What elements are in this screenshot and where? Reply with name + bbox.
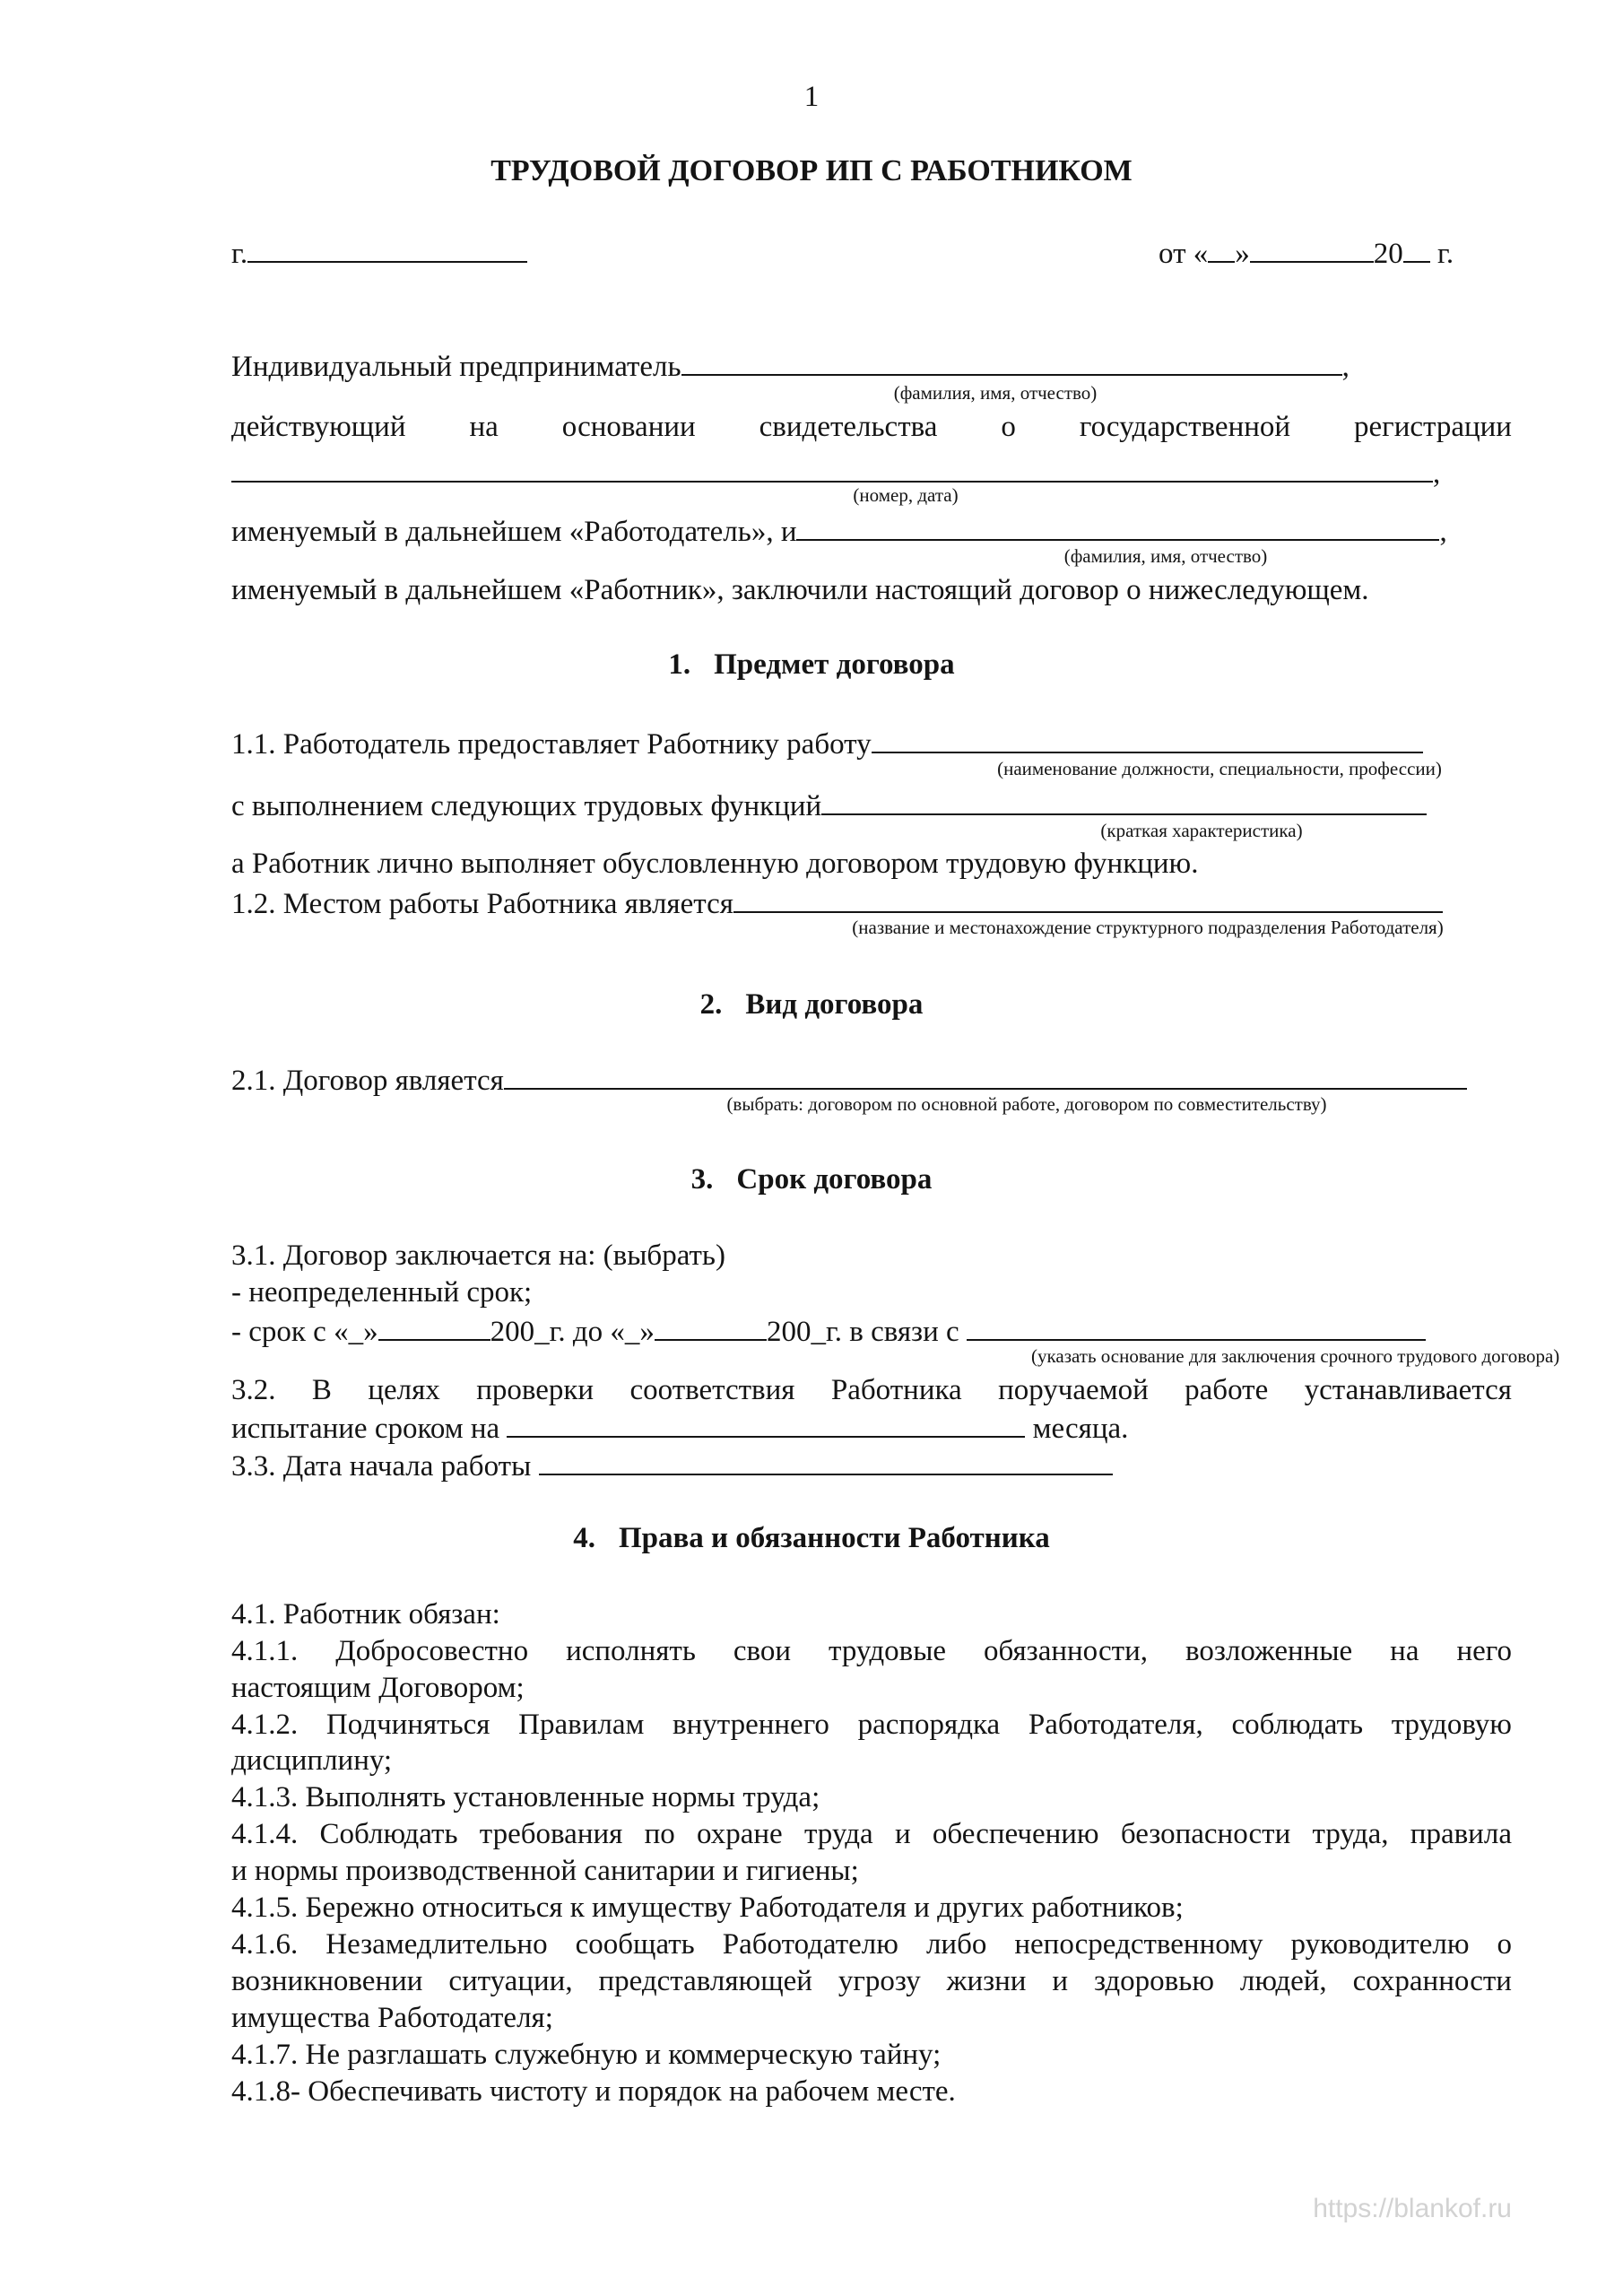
p3-2-line	[231, 1372, 1512, 1408]
word: распорядка	[857, 1709, 1001, 1741]
workplace-blank[interactable]	[733, 883, 1443, 913]
word: на	[469, 411, 499, 443]
word: обязанности,	[984, 1635, 1148, 1667]
word: по	[644, 1818, 675, 1850]
employer-line: именуемый в дальнейшем «Работодатель», и ,	[231, 511, 1447, 550]
reg-line: ,	[231, 453, 1440, 491]
functions-blank[interactable]	[821, 786, 1427, 815]
word: труда,	[1312, 1818, 1389, 1850]
word: ситуации,	[448, 1965, 573, 1997]
section-1-heading: 1. Предмет договора	[668, 648, 955, 681]
word: представляющей	[598, 1965, 812, 1997]
word: требования	[479, 1818, 623, 1850]
word: действующий	[231, 411, 406, 443]
p4-1-4-line	[231, 1816, 1512, 1852]
term-reason-hint: (указать основание для заключения срочного трудового договора)	[1031, 1345, 1560, 1367]
p4-1-6-line-2	[231, 1963, 1512, 1999]
word: возложенные	[1185, 1635, 1353, 1667]
word: 4.1.4.	[231, 1818, 299, 1850]
word: руководителю	[1290, 1928, 1470, 1961]
watermark-link[interactable]: https://blankof.ru	[1313, 2194, 1512, 2223]
word: соответствия	[629, 1374, 795, 1406]
word: Работодателю	[722, 1928, 898, 1961]
p4-1-2-line	[231, 1707, 1512, 1743]
city-line: г.	[231, 233, 527, 272]
ip-line: Индивидуальный предприниматель ,	[231, 346, 1350, 385]
section-4-heading: 4. Права и обязанности Работника	[573, 1522, 1050, 1554]
reg-hint: (номер, дата)	[853, 484, 959, 506]
word: трудовую	[1391, 1709, 1512, 1741]
word: государственной	[1079, 411, 1291, 443]
word: основании	[561, 411, 696, 443]
ip-hint: (фамилия, имя, отчество)	[893, 382, 1098, 404]
acting-line	[231, 409, 1512, 445]
p4-1-6-line-1	[231, 1926, 1512, 1962]
word: правила	[1410, 1818, 1512, 1850]
probation-blank[interactable]	[507, 1408, 1025, 1438]
p4-1-7-line: 4.1.7. Не разглашать служебную и коммерческую тайну;	[231, 2039, 942, 2071]
p3-1-line: 3.1. Договор заключается на: (выбрать)	[231, 1239, 725, 1272]
word: непосредственному	[1014, 1928, 1263, 1961]
page-number: 1	[803, 81, 820, 113]
word: Подчиняться	[325, 1709, 490, 1741]
word: устанавливается	[1304, 1374, 1512, 1406]
personally-line: а Работник лично выполняет обусловленную договором трудовую функцию.	[231, 848, 1199, 880]
workplace-hint: (название и местонахождение структурного подразделения Работодателя)	[852, 917, 1444, 938]
position-blank[interactable]	[872, 724, 1423, 753]
word: угрозу	[838, 1965, 921, 1997]
word: сохранности	[1352, 1965, 1512, 1997]
word: и	[1052, 1965, 1069, 1997]
word: людей,	[1239, 1965, 1327, 1997]
term-line: - срок с «_» 200_г. до «_» 200_г. в связи с	[231, 1311, 1426, 1350]
word: него	[1456, 1635, 1512, 1667]
end-month-blank[interactable]	[655, 1311, 767, 1341]
word: проверки	[476, 1374, 595, 1406]
month-blank[interactable]	[1250, 233, 1374, 263]
word: о	[1001, 411, 1016, 443]
contract-kind-blank[interactable]	[504, 1060, 1467, 1090]
word: обеспечению	[932, 1818, 1099, 1850]
word: о	[1497, 1928, 1512, 1961]
word: свои	[733, 1635, 792, 1667]
contract-kind-hint: (выбрать: договором по основной работе, договором по совместительству)	[726, 1093, 1327, 1115]
word: 4.1.1.	[231, 1635, 299, 1667]
word: безопасности	[1120, 1818, 1291, 1850]
p4-1-line: 4.1. Работник обязан:	[231, 1598, 500, 1631]
functions-line: с выполнением следующих трудовых функций	[231, 786, 1427, 824]
p4-1-2-end: дисциплину;	[231, 1744, 393, 1777]
word: свидетельства	[759, 411, 938, 443]
probation-line: испытание сроком на месяца.	[231, 1408, 1128, 1447]
employee-name-blank[interactable]	[796, 511, 1439, 541]
year-blank[interactable]	[1403, 233, 1430, 263]
word: поручаемой	[998, 1374, 1149, 1406]
word: В	[311, 1374, 332, 1406]
document-title: ТРУДОВОЙ ДОГОВОР ИП С РАБОТНИКОМ	[490, 154, 1133, 187]
word: внутреннего	[673, 1709, 829, 1741]
p4-1-5-line: 4.1.5. Бережно относиться к имуществу Работодателя и других работников;	[231, 1892, 1184, 1924]
word: Работника	[830, 1374, 962, 1406]
p4-1-6-end: имущества Работодателя;	[231, 2002, 553, 2034]
word: охране	[697, 1818, 783, 1850]
p2-1-line: 2.1. Договор является	[231, 1060, 1467, 1099]
section-3-heading: 3. Срок договора	[690, 1163, 933, 1196]
p1-1-line: 1.1. Работодатель предоставляет Работнику работу	[231, 724, 1423, 762]
section-2-heading: 2. Вид договора	[699, 988, 924, 1021]
start-date-blank[interactable]	[539, 1446, 1113, 1475]
p3-3-line: 3.3. Дата начала работы	[231, 1446, 1113, 1484]
p1-2-line: 1.2. Местом работы Работника является	[231, 883, 1443, 922]
p4-1-1-line	[231, 1633, 1512, 1669]
word: здоровью	[1093, 1965, 1214, 1997]
p4-1-8-line: 4.1.8- Обеспечивать чистоту и порядок на рабочем месте.	[231, 2075, 956, 2108]
word: 3.2.	[231, 1374, 276, 1406]
concluded-line: именуемый в дальнейшем «Работник», заключили настоящий договор о нижеследующем.	[231, 574, 1369, 606]
word: целях	[368, 1374, 440, 1406]
day-blank[interactable]	[1208, 233, 1235, 263]
functions-hint: (краткая характеристика)	[1100, 820, 1303, 841]
word: и	[894, 1818, 911, 1850]
word: Добросовестно	[335, 1635, 529, 1667]
word: Правилам	[518, 1709, 645, 1741]
p4-1-1-end: настоящим Договором;	[231, 1672, 525, 1704]
word: возникновении	[231, 1965, 423, 1997]
employee-hint: (фамилия, имя, отчество)	[1063, 545, 1268, 567]
position-hint: (наименование должности, специальности, профессии)	[997, 758, 1442, 779]
city-blank[interactable]	[247, 233, 527, 263]
indefinite-option: - неопределенный срок;	[231, 1276, 533, 1309]
start-month-blank[interactable]	[378, 1311, 490, 1341]
word: 4.1.2.	[231, 1709, 299, 1741]
word: Соблюдать	[319, 1818, 458, 1850]
word: жизни	[946, 1965, 1027, 1997]
word: на	[1390, 1635, 1419, 1667]
word: сообщать	[575, 1928, 695, 1961]
word: Работодателя,	[1028, 1709, 1203, 1741]
p4-1-3-line: 4.1.3. Выполнять установленные нормы труда;	[231, 1781, 820, 1813]
word: либо	[925, 1928, 987, 1961]
ip-name-blank[interactable]	[681, 346, 1342, 376]
word: исполнять	[566, 1635, 696, 1667]
date-line: от « » 20 г.	[1159, 233, 1454, 272]
term-reason-blank[interactable]	[967, 1311, 1426, 1341]
word: работе	[1185, 1374, 1269, 1406]
word: трудовые	[829, 1635, 947, 1667]
word: 4.1.6.	[231, 1928, 299, 1961]
p4-1-4-end: и нормы производственной санитарии и гигиены;	[231, 1855, 859, 1887]
registration-blank[interactable]	[231, 453, 1433, 483]
word: Незамедлительно	[325, 1928, 548, 1961]
word: труда	[803, 1818, 873, 1850]
word: регистрации	[1354, 411, 1512, 443]
word: соблюдать	[1231, 1709, 1364, 1741]
